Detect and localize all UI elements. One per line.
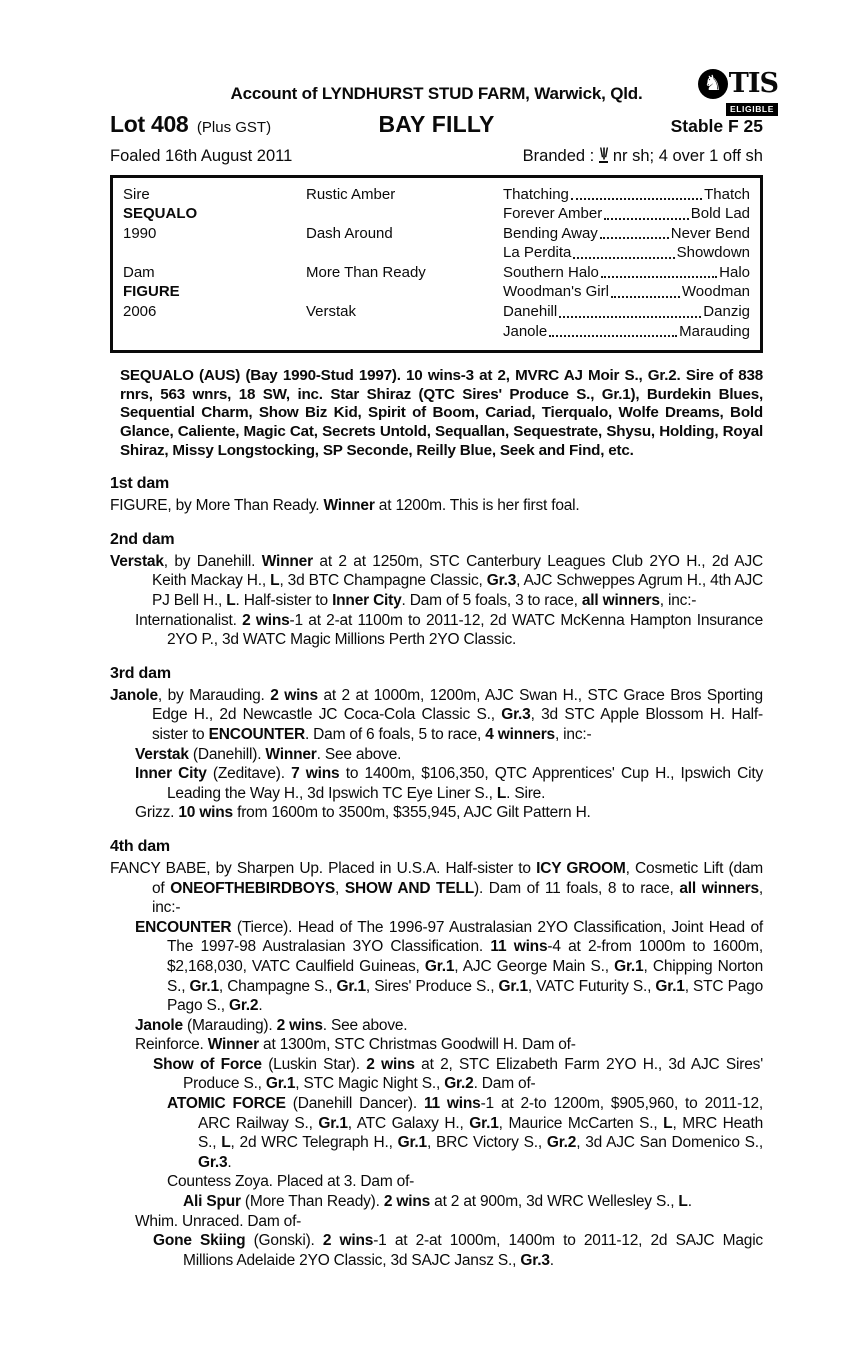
emphasis-text: all winners	[581, 592, 660, 609]
plain-text: at 2 at 1250m, STC Canterbury Leagues Club 2YO H., 2d AJC Keith Mackay H.,	[152, 552, 763, 590]
qtis-horse-icon: ♞	[698, 69, 728, 99]
branded-prefix: Branded :	[522, 147, 595, 165]
plain-text: , BRC Victory S.,	[426, 1134, 547, 1152]
stable-number: Stable F 25	[670, 116, 763, 136]
dotted-leader	[571, 198, 702, 200]
emphasis-text: 11 wins	[423, 1095, 481, 1113]
ancestor-name: Danehill	[503, 303, 558, 321]
pedigree-gen3-cell	[503, 322, 750, 342]
dam-section	[110, 665, 763, 823]
dam-section	[110, 531, 763, 650]
pedigree-gen2-cell	[306, 282, 503, 302]
dam-paragraph	[110, 1231, 763, 1270]
pedigree-gen2-cell	[306, 243, 503, 263]
plain-text: , VATC Futurity S.,	[527, 977, 656, 995]
pedigree-gen1-cell: 2006	[123, 303, 157, 321]
dam-paragraph	[110, 745, 763, 765]
dotted-leader	[601, 276, 717, 278]
dotted-leader	[559, 316, 701, 318]
ancestor-name: Thatching	[503, 185, 569, 203]
plain-text: , Maurice McCarten S.,	[498, 1114, 664, 1132]
pedigree-gen2-cell	[306, 204, 503, 224]
plain-text: , 3d AJC San Domenico S.,	[576, 1134, 763, 1152]
plain-text: FANCY BABE, by Sharpen Up. Placed in U.S.A. Half-sister to	[110, 859, 537, 877]
emphasis-text: Inner City	[135, 765, 207, 783]
plain-text: .	[227, 1153, 232, 1171]
section-heading: 4th dam	[110, 837, 170, 855]
branded-suffix: nr sh; 4 over 1 off sh	[612, 147, 763, 165]
plain-text: (Danehill).	[188, 745, 266, 763]
emphasis-text: all winners	[679, 879, 759, 897]
emphasis-text: Gr.1	[498, 977, 528, 995]
emphasis-text: Janole	[135, 1016, 183, 1034]
plain-text: , by Marauding.	[157, 686, 271, 704]
emphasis-text: Winner	[261, 552, 313, 570]
emphasis-text: Gr.1	[469, 1114, 499, 1132]
plain-text: , 3d BTC Champagne Classic,	[279, 572, 487, 590]
section-heading: 1st dam	[110, 475, 170, 493]
emphasis-text: 2 wins	[242, 611, 290, 629]
emphasis-text: L	[226, 592, 236, 609]
emphasis-text: 4 winners	[485, 725, 555, 743]
emphasis-text: Gr.1	[336, 977, 366, 995]
pedigree-table	[110, 175, 763, 354]
plain-text: from 1600m to 3500m, $355,945, AJC Gilt Pattern H.	[232, 804, 591, 822]
ancestor-sire: Showdown	[676, 244, 750, 262]
lot-row	[110, 111, 763, 138]
plain-text: Countess Zoya. Placed at 3. Dam of-	[167, 1173, 415, 1191]
pedigree-gen3-cell	[503, 204, 750, 224]
pedigree-gen3-cell	[503, 302, 750, 322]
ancestor-name: Southern Halo	[503, 263, 599, 281]
section-paragraphs	[110, 686, 763, 823]
account-line: Account of LYNDHURST STUD FARM, Warwick, Qld.	[230, 84, 643, 103]
ancestor-name: La Perdita	[503, 244, 572, 262]
plain-text: at 2, STC Elizabeth Farm 2YO H., 3d AJC Sires' Produce S.,	[183, 1055, 763, 1093]
dam-paragraph	[110, 918, 763, 1016]
emphasis-text: L	[663, 1114, 673, 1132]
dotted-leader	[600, 237, 669, 239]
emphasis-text: 7 wins	[291, 765, 340, 783]
plain-text: (Danehill Dancer).	[285, 1095, 424, 1113]
plain-text: (Luskin Star).	[261, 1055, 367, 1073]
plain-text: , inc:-	[152, 879, 764, 917]
brand-mark-icon: \|/	[599, 147, 608, 163]
plain-text: Reinforce.	[135, 1036, 208, 1054]
plain-text: -4 at 2-from 1000m to 1600m, $2,168,030, VATC Caulfield Guineas,	[167, 938, 763, 975]
plain-text: at 1300m, STC Christmas Goodwill H. Dam of-	[258, 1036, 576, 1054]
emphasis-text: ATOMIC FORCE	[167, 1095, 286, 1113]
emphasis-text: L	[678, 1193, 688, 1211]
dam-paragraph	[110, 611, 763, 650]
pedigree-gen2-cell: More Than Ready	[306, 263, 426, 281]
ancestor-name: Janole	[503, 322, 548, 340]
plain-text: , MRC Heath S.,	[198, 1114, 763, 1152]
plain-text: , Cosmetic Lift (dam of	[152, 859, 764, 897]
pedigree-gen1-cell	[123, 243, 306, 263]
emphasis-text: 10 wins	[178, 804, 233, 822]
dam-paragraph	[110, 1035, 763, 1055]
dam-section	[110, 838, 763, 1270]
plain-text: , by Danehill.	[163, 552, 262, 570]
plain-text: to 1400m, $106,350, QTC Apprentices' Cup H., Ipswich City Leading the Way H., 3d Ipswich TC Eye Liner S.,	[167, 765, 763, 802]
dam-paragraph	[110, 1055, 763, 1094]
dam-paragraph	[110, 764, 763, 803]
plain-text: . Sire.	[506, 784, 546, 802]
emphasis-text: Gr.1	[655, 977, 685, 995]
dam-paragraph	[110, 1212, 763, 1232]
pedigree-gen3-cell	[503, 282, 750, 302]
emphasis-text: Gr.2	[546, 1134, 577, 1152]
plain-text: at 1200m. This is her first foal.	[374, 497, 580, 515]
emphasis-text: ENCOUNTER	[135, 918, 232, 936]
plain-text: Whim. Unraced. Dam of-	[135, 1212, 302, 1230]
plain-text: , inc:-	[554, 725, 592, 743]
plain-text: , ATC Galaxy H.,	[347, 1114, 470, 1132]
plain-text: , 2d WRC Telegraph H.,	[230, 1134, 398, 1152]
plain-text: , STC Pago Pago S.,	[167, 977, 763, 1015]
dam-paragraph	[110, 1172, 763, 1192]
plain-text: Grizz.	[135, 804, 179, 822]
plain-text: .	[687, 1193, 692, 1211]
qtis-logo-text: TIS	[728, 68, 778, 99]
emphasis-text: Gr.1	[265, 1075, 296, 1093]
emphasis-text: Gr.2	[228, 997, 259, 1015]
ancestor-sire: Halo	[719, 263, 750, 281]
page-title: BAY FILLY	[378, 111, 495, 137]
emphasis-text: 2 wins	[322, 1232, 374, 1250]
emphasis-text: Gr.3	[198, 1153, 228, 1171]
plain-text: (Zeditave).	[206, 765, 292, 783]
plain-text: . Dam of-	[473, 1075, 536, 1093]
ancestor-sire: Danzig	[703, 303, 750, 321]
plain-text: , 3d STC Apple Blossom H. Half-sister to	[152, 706, 763, 743]
foaled-row	[110, 147, 763, 167]
emphasis-text: Gr.1	[424, 957, 455, 975]
plain-text: .	[258, 997, 263, 1015]
plain-text: , STC Magic Night S.,	[295, 1075, 445, 1093]
ancestor-sire: Thatch	[704, 185, 750, 203]
pedigree-gen3-cell	[503, 224, 750, 244]
plain-text: (Gonski).	[245, 1232, 323, 1250]
emphasis-text: Gr.1	[397, 1134, 427, 1152]
emphasis-text: Gr.1	[189, 977, 219, 995]
dotted-leader	[611, 296, 680, 298]
plain-text: FIGURE, by More Than Ready.	[110, 497, 324, 515]
dam-paragraph	[110, 686, 763, 745]
ancestor-name: Forever Amber	[503, 205, 603, 223]
plain-text: Internationalist.	[135, 611, 243, 629]
pedigree-gen2-cell: Rustic Amber	[306, 185, 396, 203]
plain-text: . Dam of 6 foals, 5 to race,	[304, 725, 486, 743]
pedigree-gen1-cell	[123, 322, 306, 342]
dotted-leader	[573, 257, 674, 259]
plain-text: . See above.	[316, 745, 402, 763]
emphasis-text: ONEOFTHEBIRDBOYS	[170, 879, 335, 897]
ancestor-sire: Marauding	[679, 322, 750, 340]
emphasis-text: L	[496, 784, 507, 802]
plain-text: ,	[334, 879, 345, 897]
plain-text: (More Than Ready).	[240, 1193, 384, 1211]
plain-text: -1 at 2-at 1000m, 1400m to 2011-12, 2d SAJC Magic Millions Adelaide 2YO Classic, 3d SAJC Jansz S.,	[183, 1232, 763, 1269]
plain-text: , inc:-	[659, 592, 697, 609]
qtis-eligible-badge: ELIGIBLE	[726, 103, 778, 116]
emphasis-text: L	[221, 1134, 231, 1152]
plain-text: . Dam of 5 foals, 3 to race,	[401, 592, 582, 609]
emphasis-text: Verstak	[110, 552, 164, 570]
lot-number: Lot 408	[110, 111, 189, 137]
plain-text: at 2 at 1000m, 1200m, AJC Swan H., STC Grace Bros Sporting Edge H., 2d Newcastle JC Coca-Cola Classic S.,	[152, 686, 763, 724]
emphasis-text: Inner City	[332, 592, 402, 609]
emphasis-text: 2 wins	[276, 1016, 323, 1034]
emphasis-text: Gr.2	[444, 1075, 474, 1093]
emphasis-text: SHOW AND TELL	[344, 879, 475, 897]
pedigree-gen3-cell	[503, 243, 750, 263]
plain-text: .	[549, 1251, 554, 1269]
plain-text: (Marauding).	[182, 1016, 277, 1034]
emphasis-text: Winner	[265, 745, 317, 763]
ancestor-name: Woodman's Girl	[503, 283, 609, 301]
pedigree-gen3-cell	[503, 263, 750, 283]
plain-text: (Tierce). Head of The 1996-97 Australasian 2YO Classification, Joint Head of The 1997-98 Australasian 3YO Classification.	[167, 918, 763, 956]
emphasis-text: Ali Spur	[183, 1193, 241, 1211]
section-heading: 3rd dam	[110, 664, 171, 682]
pedigree-gen2-cell: Verstak	[306, 303, 357, 321]
plain-text: -1 at 2-at 1100m to 2011-12, 2d WATC McKenna Hampton Insurance 2YO P., 3d WATC Magic Millions Perth 2YO Classic.	[167, 611, 763, 649]
dotted-leader	[604, 218, 689, 220]
emphasis-text: Show of Force	[153, 1055, 262, 1073]
pedigree-gen1-cell: 1990	[123, 224, 157, 242]
branded-info	[523, 147, 763, 167]
emphasis-text: 2 wins	[383, 1193, 431, 1211]
dam-section	[110, 475, 763, 516]
plain-text: , Champagne S.,	[218, 977, 337, 995]
emphasis-text: Gr.1	[614, 957, 644, 975]
dam-paragraph	[110, 803, 763, 823]
emphasis-text: 2 wins	[366, 1055, 415, 1073]
plain-text: . See above.	[322, 1016, 408, 1034]
ancestor-sire: Woodman	[681, 283, 750, 301]
emphasis-text: Winner	[323, 497, 375, 515]
dam-paragraph	[110, 1016, 763, 1036]
dam-paragraph	[110, 1192, 763, 1212]
plain-text: -1 at 2-to 1200m, $905,960, to 2011-12, ARC Railway S.,	[198, 1095, 764, 1132]
dotted-leader	[549, 335, 677, 337]
emphasis-text: Gr.1	[318, 1114, 348, 1132]
emphasis-text: Verstak	[135, 745, 189, 763]
sire-summary-paragraph: SEQUALO (AUS) (Bay 1990-Stud 1997). 10 wins-3 at 2, MVRC AJ Moir S., Gr.2. Sire of 838 rnrs, 563 wnrs, 18 SW, inc. Star Shiraz (QTC Sires' Produce S., Gr.1), Burdekin Blues, Sequential Charm, Show Biz Kid, Spirit of Boom, Cariad, Tierqualo, Wolfe Dreams, Bold Glance, Caliente, Magic Cat, Secrets Untold, Sequallan, Sequestrate, Shysu, Holding, Royal Shiraz, Missy Longstocking, SP Seconde, Reilly Blue, Seek and Find, etc.	[120, 367, 763, 459]
plain-text: ). Dam of 11 foals, 8 to race,	[474, 879, 680, 897]
dam-paragraph	[110, 1094, 763, 1172]
emphasis-text: Janole	[110, 686, 158, 704]
ancestor-sire: Bold Lad	[690, 205, 750, 223]
emphasis-text: Gr.3	[486, 572, 517, 590]
dam-paragraph	[110, 552, 763, 611]
pedigree-gen1-cell: Dam	[123, 263, 155, 281]
emphasis-text: ICY GROOM	[536, 859, 626, 877]
emphasis-text: Winner	[207, 1036, 259, 1054]
pedigree-gen1-cell: FIGURE	[123, 283, 180, 301]
section-heading: 2nd dam	[110, 530, 175, 548]
plain-text: , AJC Schweppes Agrum H., 4th AJC PJ Bell H.,	[152, 572, 764, 609]
plain-text: at 2 at 900m, 3d WRC Wellesley S.,	[430, 1193, 679, 1211]
dam-paragraph	[110, 859, 763, 918]
emphasis-text: 2 wins	[270, 686, 318, 704]
plain-text: , Chipping Norton S.,	[167, 957, 763, 995]
pedigree-gen1-cell: Sire	[123, 185, 150, 203]
foaled-date: Foaled 16th August 2011	[110, 147, 293, 165]
section-paragraphs	[110, 859, 763, 1270]
section-paragraphs	[110, 496, 763, 516]
emphasis-text: Gr.3	[520, 1251, 550, 1269]
dam-paragraph	[110, 496, 763, 516]
lot-gst-suffix: (Plus GST)	[196, 119, 272, 136]
dam-sections	[110, 475, 763, 1270]
plain-text: , AJC George Main S.,	[454, 957, 615, 975]
emphasis-text: 11 wins	[490, 938, 548, 956]
emphasis-text: Gone Skiing	[153, 1232, 246, 1250]
section-paragraphs	[110, 552, 763, 650]
pedigree-gen3-cell	[503, 185, 750, 205]
plain-text: . Half-sister to	[235, 592, 333, 609]
emphasis-text: Gr.3	[501, 706, 531, 724]
emphasis-text: L	[270, 572, 280, 590]
pedigree-gen2-cell: Dash Around	[306, 224, 393, 242]
emphasis-text: ENCOUNTER	[208, 725, 305, 743]
ancestor-name: Bending Away	[503, 224, 598, 242]
ancestor-sire: Never Bend	[670, 224, 750, 242]
plain-text: , Sires' Produce S.,	[365, 977, 499, 995]
pedigree-gen1-cell: SEQUALO	[123, 205, 198, 223]
pedigree-gen2-cell	[306, 322, 503, 342]
